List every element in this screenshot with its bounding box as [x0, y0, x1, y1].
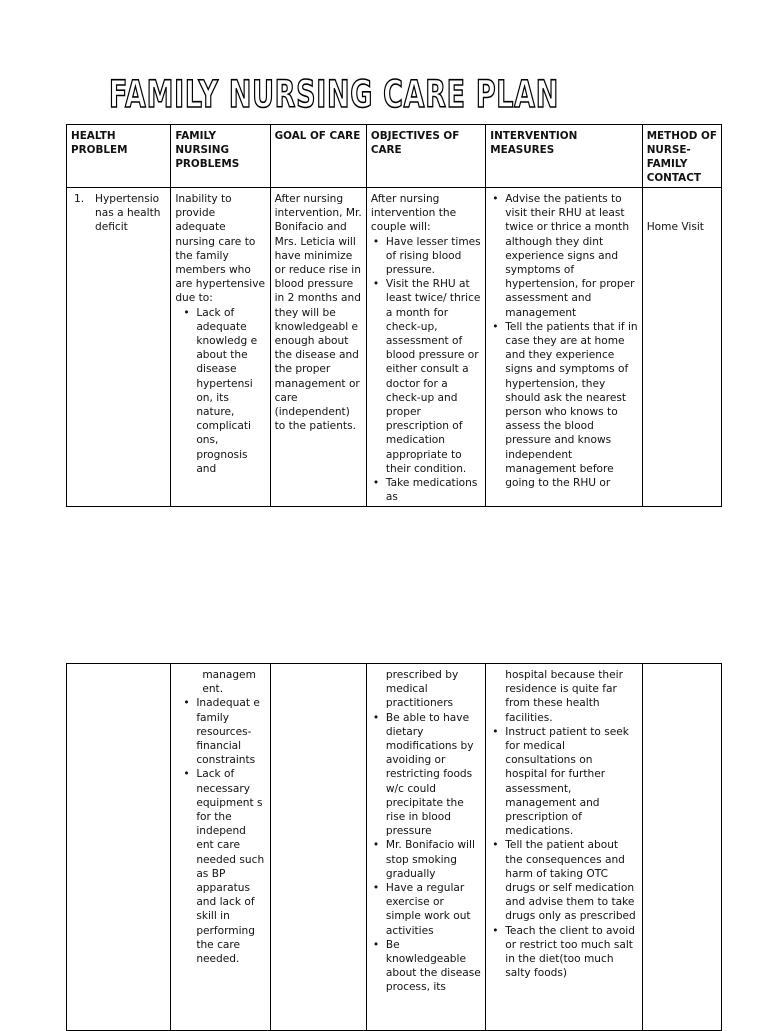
- list-item: • Lack of adequate knowledg e about the disease hypertensi on, its nature, complicati ons, prognosis and: [181, 306, 265, 476]
- objectives-intro: After nursing intervention the couple will:: [370, 193, 457, 234]
- list-item: • Have a regular exercise or simple work out activities: [371, 881, 481, 938]
- method-cell: [642, 664, 721, 1031]
- header-objectives-of-care: OBJECTIVES OF CARE: [366, 125, 485, 188]
- list-item: • Be knowledgeable about the disease process, its: [371, 938, 481, 995]
- method-cell: [642, 188, 721, 507]
- family-problem-cell: [171, 188, 270, 507]
- page-title: [104, 70, 564, 118]
- health-problem-text: Hypertensio nas a health deficit: [95, 193, 161, 234]
- header-health-problem: HEALTH PROBLEM: [67, 125, 171, 188]
- table-row: [67, 664, 722, 1031]
- health-problem-cell: 1. Hypertensio nas a health deficit: [67, 188, 171, 507]
- list-item: • Tell the patient about the consequences and harm of taking OTC drugs or self medication and advise them to take drugs only as prescribed: [490, 838, 637, 923]
- title-text: FAMILY NURSING CARE PLAN: [109, 73, 559, 116]
- care-plan-table-page-2: [66, 663, 722, 1031]
- header-row: [67, 125, 722, 188]
- care-plan-table-page-1: [66, 124, 722, 507]
- method-text: Home Visit: [646, 221, 704, 233]
- family-problem-intro: Inability to provide adequate nursing care to the family members who are hypertensive due to:: [175, 193, 266, 305]
- goal-cell: [270, 664, 366, 1031]
- interventions-cont: hospital because their residence is quite far from these health facilities.: [505, 669, 623, 724]
- interventions-cell: [486, 188, 642, 507]
- family-problem-cont: managem ent.: [202, 669, 256, 696]
- header-goal-of-care: GOAL OF CARE: [270, 125, 366, 188]
- interventions-cell: [486, 664, 642, 1031]
- list-item: • Take medications as: [371, 476, 481, 504]
- header-intervention-measures: INTERVENTION MEASURES: [486, 125, 642, 188]
- objectives-cont: prescribed by medical practitioners: [385, 669, 459, 710]
- list-item: • Tell the patients that if in case they are at home and they experience signs and symptoms of hypertension, they should ask the nearest person who knows to assess the blood pressure and knows independent management before going to the RHU or: [490, 320, 637, 490]
- objectives-cell: [366, 664, 485, 1031]
- table-row: [67, 188, 722, 507]
- list-item: • Lack of necessary equipment s for the independ ent care needed such as BP apparatus and lack of skill in performing the care needed.: [181, 767, 265, 966]
- goal-cell: After nursing intervention, Mr. Bonifacio and Mrs. Leticia will have minimize or reduce rise in blood pressure in 2 months and they will be knowledgeabl e enough about the disease and the proper management or care (independent) to the patients.: [270, 188, 366, 507]
- header-family-nursing-problems: FAMILY NURSING PROBLEMS: [171, 125, 270, 188]
- list-item: • Instruct patient to seek for medical consultations on hospital for further assessment, management and prescription of medications.: [490, 725, 637, 839]
- list-item: • Be able to have dietary modifications by avoiding or restricting foods w/c could precipitate the rise in blood pressure: [371, 711, 481, 839]
- list-item: • Visit the RHU at least twice/ thrice a month for check-up, assessment of blood pressure or either consult a doctor for a check-up and proper prescription of medication appropriate to their condition.: [371, 277, 481, 476]
- family-problem-cell: [171, 664, 270, 1031]
- header-method-of-contact: METHOD OF NURSE-FAMILY CONTACT: [642, 125, 721, 188]
- list-item: • Advise the patients to visit their RHU at least twice or thrice a month although they dint experience signs and symptoms of hypertension, for proper assessment and management: [490, 192, 637, 320]
- list-item: • Mr. Bonifacio will stop smoking gradually: [371, 838, 481, 881]
- list-item: • Have lesser times of rising blood pressure.: [371, 235, 481, 278]
- health-problem-cell: [67, 664, 171, 1031]
- list-item: • Teach the client to avoid or restrict too much salt in the diet(too much salty foods): [490, 924, 637, 981]
- list-item: • Inadequat e family resources- financial constraints: [181, 696, 265, 767]
- objectives-cell: [366, 188, 485, 507]
